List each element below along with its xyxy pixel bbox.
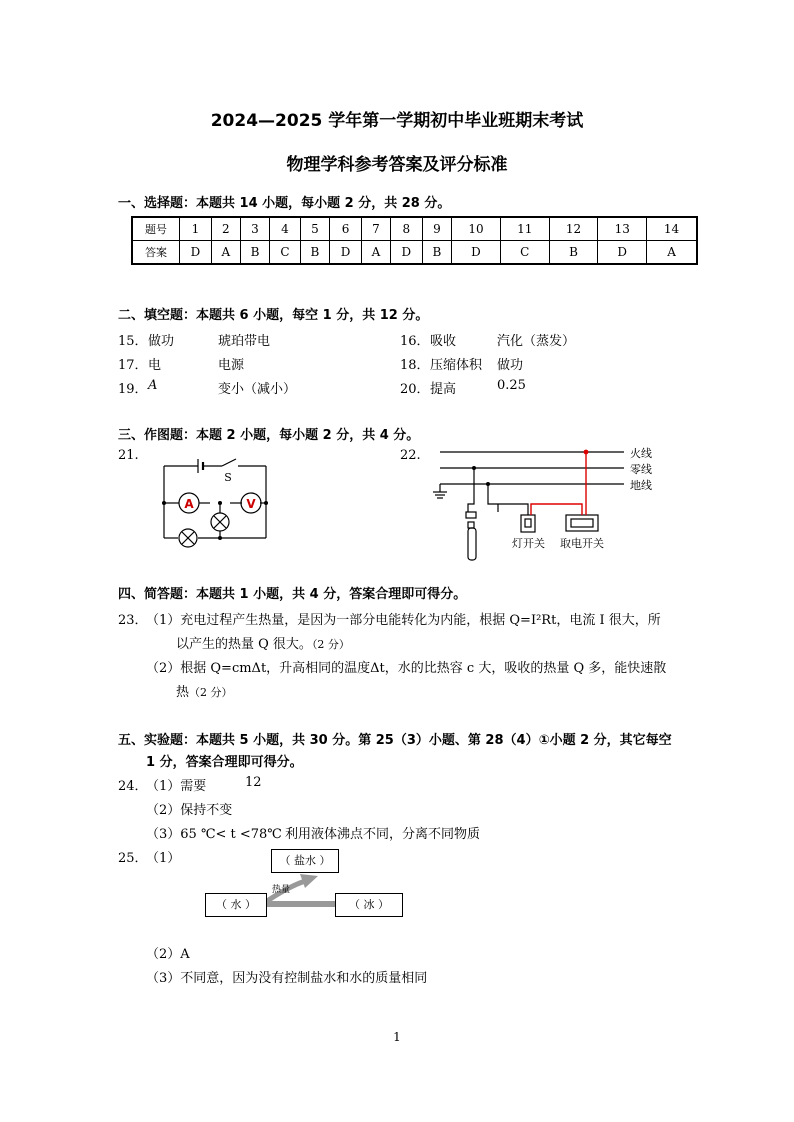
question-number: 7 <box>361 217 390 241</box>
red-connection-wire <box>531 504 582 515</box>
row-label-answer: 答案 <box>132 241 180 265</box>
q23-part1-text: 以产生的热量 Q 很大。 <box>176 637 312 652</box>
lamp-bulb <box>468 528 476 560</box>
answer-cell: D <box>452 241 501 265</box>
question-number: 3 <box>240 217 269 241</box>
switch-blade <box>222 459 236 466</box>
ammeter-label: A <box>184 497 194 511</box>
light-switch-toggle <box>525 519 531 527</box>
ground-wire-label: 地线 <box>630 479 652 492</box>
junction-dot <box>218 501 222 505</box>
question-number: 6 <box>330 217 362 241</box>
q23-part2-text: 热 <box>176 685 190 700</box>
table-row-answers <box>132 241 697 265</box>
section3-heading: 三、作图题：本题 2 小题，每小题 2 分，共 4 分。 <box>118 428 420 443</box>
question-number: 14 <box>647 217 697 241</box>
answer-key-title: 物理学科参考答案及评分标准 <box>286 155 508 175</box>
lamp-cap <box>468 522 474 528</box>
answer-cell: D <box>390 241 422 265</box>
question-number: 9 <box>422 217 451 241</box>
answer-cell: D <box>180 241 212 265</box>
item-number: 20． <box>400 382 430 397</box>
junction-dot-red <box>584 450 589 455</box>
lamp-neutral-lead <box>468 468 474 512</box>
q24-part3-note: 利用液体沸点不同，分离不同物质 <box>285 827 481 842</box>
water-box: （ 水 ） <box>205 893 267 917</box>
question-number: 13 <box>598 217 647 241</box>
q25-part1: （1） <box>146 851 181 866</box>
fill-answer: A <box>148 378 158 393</box>
heat-bar <box>265 901 337 907</box>
junction-dot <box>264 501 268 505</box>
q23-number: 23． <box>118 613 148 628</box>
lamp-switch-wire <box>488 484 528 515</box>
item-number: 15． <box>118 334 148 349</box>
answer-cell: D <box>330 241 362 265</box>
item-number: 19． <box>118 382 148 397</box>
q25-part3: （3）不同意，因为没有控制盐水和水的质量相同 <box>146 971 428 986</box>
q24-number: 24． <box>118 779 148 794</box>
junction-dot <box>472 466 476 470</box>
fill-answer: 电 <box>148 358 162 373</box>
answer-cell: A <box>211 241 240 265</box>
question-number: 8 <box>390 217 422 241</box>
section5-heading-line1: 五、实验题：本题共 5 小题，共 30 分。第 25（3）小题、第 28（4）①小题 2 分，其它每空 <box>118 733 672 748</box>
q21-number: 21. <box>118 448 139 463</box>
section4-heading: 四、简答题：本题共 1 小题，共 4 分，答案合理即可得分。 <box>118 587 467 602</box>
question-number: 2 <box>211 217 240 241</box>
answer-cell: B <box>240 241 269 265</box>
switch-label: S <box>224 471 232 484</box>
fill-answer: 0.25 <box>497 378 526 393</box>
answer-cell: A <box>647 241 697 265</box>
answer-table <box>131 216 698 265</box>
item-number: 16． <box>400 334 430 349</box>
question-number: 4 <box>270 217 301 241</box>
q24-part3: （3）65 ℃< t <78℃ <box>146 827 282 842</box>
heat-arrow-head <box>300 874 318 888</box>
fill-answer: 做功 <box>497 358 524 373</box>
item-number: 17． <box>118 358 148 373</box>
q22-number: 22. <box>400 448 421 463</box>
page-number: 1 <box>393 1030 401 1044</box>
junction-dot <box>486 482 490 486</box>
table-row-numbers <box>132 217 697 241</box>
question-number: 5 <box>300 217 329 241</box>
answer-cell: C <box>270 241 301 265</box>
q24-part1-value: 12 <box>245 775 262 790</box>
salt-water-box: （ 盐水 ） <box>271 849 339 873</box>
fill-answer: 压缩体积 <box>430 358 483 373</box>
q23-part1-line1: （1）充电过程产生热量，是因为一部分电能转化为内能，根据 Q=I²Rt，电流 I 很大，所 <box>146 613 661 628</box>
neutral-wire-label: 零线 <box>630 463 652 476</box>
fill-answer: 琥珀带电 <box>218 334 271 349</box>
question-number: 11 <box>500 217 549 241</box>
fill-answer: 吸收 <box>430 334 457 349</box>
score-note: （2 分） <box>189 686 233 699</box>
q25-part2: （2）A <box>146 947 190 962</box>
fill-answer: 汽化（蒸发） <box>497 334 576 349</box>
fill-answer: 变小（减小） <box>218 382 297 397</box>
q23-part2-line1: （2）根据 Q=cmΔt，升高相同的温度Δt，水的比热容 c 大，吸收的热量 Q 多，能快速散 <box>146 661 667 676</box>
junction-dot <box>162 501 166 505</box>
voltmeter-label: V <box>246 497 256 511</box>
fill-answer: 做功 <box>148 334 175 349</box>
answer-cell: B <box>549 241 598 265</box>
ice-box: （ 冰 ） <box>335 893 403 917</box>
q25-number: 25． <box>118 851 148 866</box>
live-wire-label: 火线 <box>630 447 652 460</box>
section5-heading-line2: 1 分，答案合理即可得分。 <box>146 755 303 770</box>
answer-cell: B <box>422 241 451 265</box>
lamp-cap <box>466 512 476 518</box>
light-switch-box <box>521 515 535 532</box>
power-switch-label: 取电开关 <box>560 537 604 550</box>
heat-label: 热量 <box>272 885 291 895</box>
fill-answer: 电源 <box>218 358 245 373</box>
q21-circuit-diagram <box>150 450 280 555</box>
section2-heading: 二、填空题：本题共 6 小题，每空 1 分，共 12 分。 <box>118 308 429 323</box>
answer-cell: D <box>598 241 647 265</box>
junction-dot <box>218 536 222 540</box>
q24-part1: （1）需要 <box>146 779 207 794</box>
q23-part1-line2 <box>176 633 350 652</box>
row-label-number: 题号 <box>132 217 180 241</box>
light-switch-label: 灯开关 <box>512 537 545 550</box>
exam-title: 2024—2025 学年第一学期初中毕业班期末考试 <box>210 111 584 131</box>
answer-cell: C <box>500 241 549 265</box>
fill-answer: 提高 <box>430 382 457 397</box>
section1-heading: 一、选择题：本题共 14 小题，每小题 2 分，共 28 分。 <box>118 196 451 211</box>
question-number: 12 <box>549 217 598 241</box>
answer-cell: A <box>361 241 390 265</box>
power-switch-slot <box>571 519 593 527</box>
q24-part2: （2）保持不变 <box>146 803 233 818</box>
question-number: 10 <box>452 217 501 241</box>
item-number: 18． <box>400 358 430 373</box>
q23-part2-line2 <box>176 681 233 700</box>
question-number: 1 <box>180 217 212 241</box>
answer-cell: B <box>300 241 329 265</box>
score-note: （2 分） <box>311 638 350 651</box>
